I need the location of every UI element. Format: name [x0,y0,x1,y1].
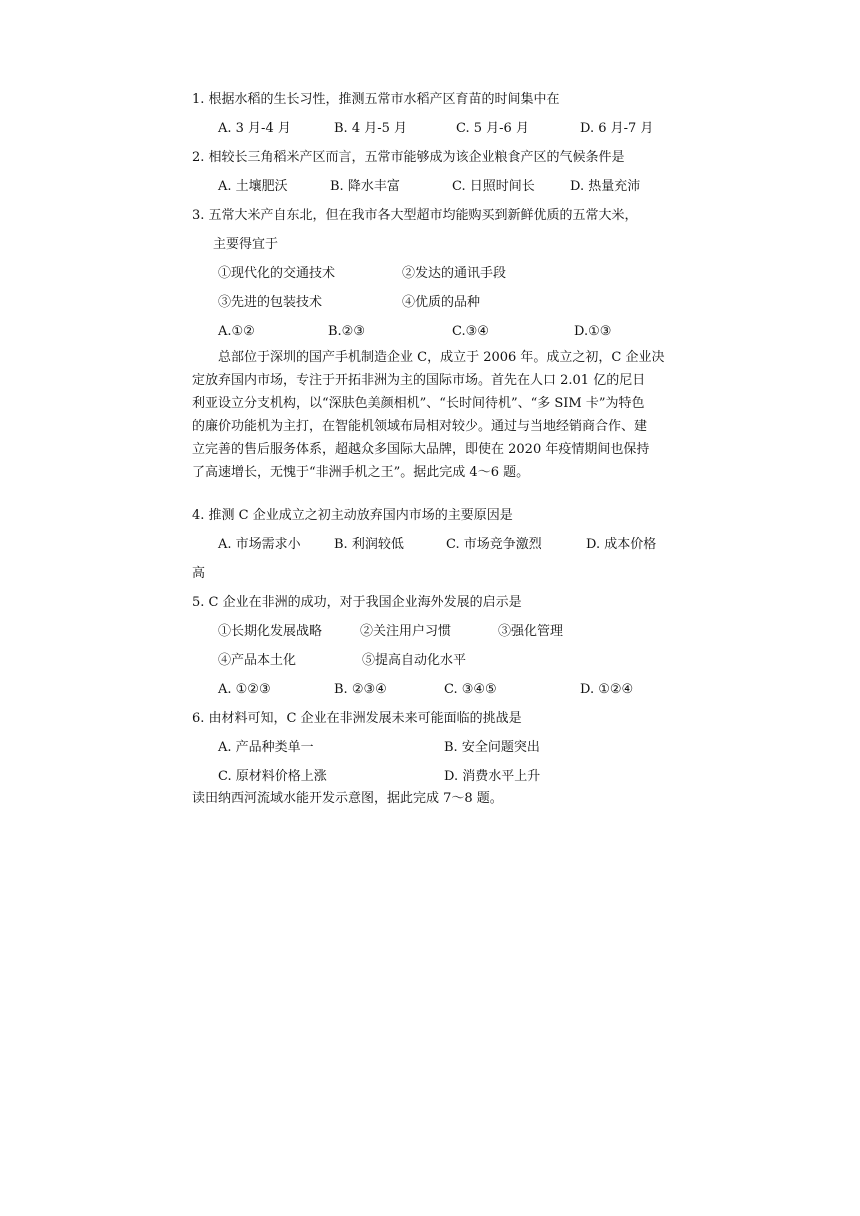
q4-option-a: A. 市场需求小 [218,537,301,552]
q1-option-b: B. 4 月-5 月 [334,121,408,136]
passage-line-5: 立完善的售后服务体系，超越众多国际大品牌，即使在 2020 年疫情期间也保持 [192,442,650,457]
question-2-stem: 2. 相较长三角稻米产区而言，五常市能够成为该企业粮食产区的气候条件是 [192,150,625,165]
q3-item-4: ④优质的品种 [402,295,481,310]
q3-item-3: ③先进的包装技术 [218,295,323,310]
passage-line-4: 的廉价功能机为主打，在智能机领域布局相对较少。通过与当地经销商合作、建 [192,419,648,434]
q6-option-b: B. 安全问题突出 [444,740,540,755]
passage-line-6: 了高速增长，无愧于“非洲手机之王”。据此完成 4～6 题。 [192,465,530,480]
q3-option-a: A.①② [218,324,255,339]
q3-option-c: C.③④ [452,324,489,339]
passage-line-2: 定放弃国内市场，专注于开拓非洲为主的国际市场。首先在人口 2.01 亿的尼日 [192,373,646,388]
q6-option-d: D. 消费水平上升 [444,769,541,784]
q4-option-b: B. 利润较低 [334,537,404,552]
q2-option-d: D. 热量充沛 [570,179,641,194]
q2-option-b: B. 降水丰富 [330,179,400,194]
q2-option-c: C. 日照时间长 [452,179,535,194]
q3-option-b: B.②③ [328,324,365,339]
q5-option-b: B. ②③④ [334,682,387,697]
question-5-stem: 5. C 企业在非洲的成功，对于我国企业海外发展的启示是 [192,595,522,610]
q5-item-2: ②关注用户习惯 [360,624,452,639]
q5-option-c: C. ③④⑤ [444,682,497,697]
question-6-stem: 6. 由材料可知，C 企业在非洲发展未来可能面临的挑战是 [192,711,522,726]
q5-item-3: ③强化管理 [498,624,564,639]
passage-line-3: 利亚设立分支机构，以“深肤色美颜相机”、“长时间待机”、“多 SIM 卡”为特色 [192,396,645,411]
q3-item-1: ①现代化的交通技术 [218,266,336,281]
q5-item-5: ⑤提高自动化水平 [362,653,467,668]
q4-option-c: C. 市场竞争激烈 [446,537,542,552]
q1-option-a: A. 3 月-4 月 [218,121,291,136]
q3-option-d: D.①③ [574,324,612,339]
question-3-stem-cont: 主要得宜于 [213,237,279,252]
q3-item-2: ②发达的通讯手段 [402,266,507,281]
q5-option-d: D. ①②④ [580,682,634,697]
q6-option-c: C. 原材料价格上涨 [218,769,327,784]
q6-option-a: A. 产品种类单一 [218,740,314,755]
q2-option-a: A. 土壤肥沃 [218,179,288,194]
q1-option-c: C. 5 月-6 月 [456,121,529,136]
question-1-stem: 1. 根据水稻的生长习性，推测五常市水稻产区育苗的时间集中在 [192,92,560,107]
q5-item-4: ④产品本土化 [218,653,297,668]
q1-option-d: D. 6 月-7 月 [580,121,654,136]
q5-option-a: A. ①②③ [218,682,271,697]
question-3-stem: 3. 五常大米产自东北，但在我市各大型超市均能购买到新鲜优质的五常大米， [192,208,638,223]
q4-option-d: D. 成本价格 [586,537,657,552]
question-4-stem: 4. 推测 C 企业成立之初主动放弃国内市场的主要原因是 [192,508,513,523]
q5-item-1: ①长期化发展战略 [218,624,323,639]
next-section-intro: 读田纳西河流域水能开发示意图，据此完成 7～8 题。 [192,791,503,806]
passage-line-1: 总部位于深圳的国产手机制造企业 C，成立于 2006 年。成立之初，C 企业决 [218,350,665,365]
q4-option-d-wrap: 高 [192,566,206,581]
